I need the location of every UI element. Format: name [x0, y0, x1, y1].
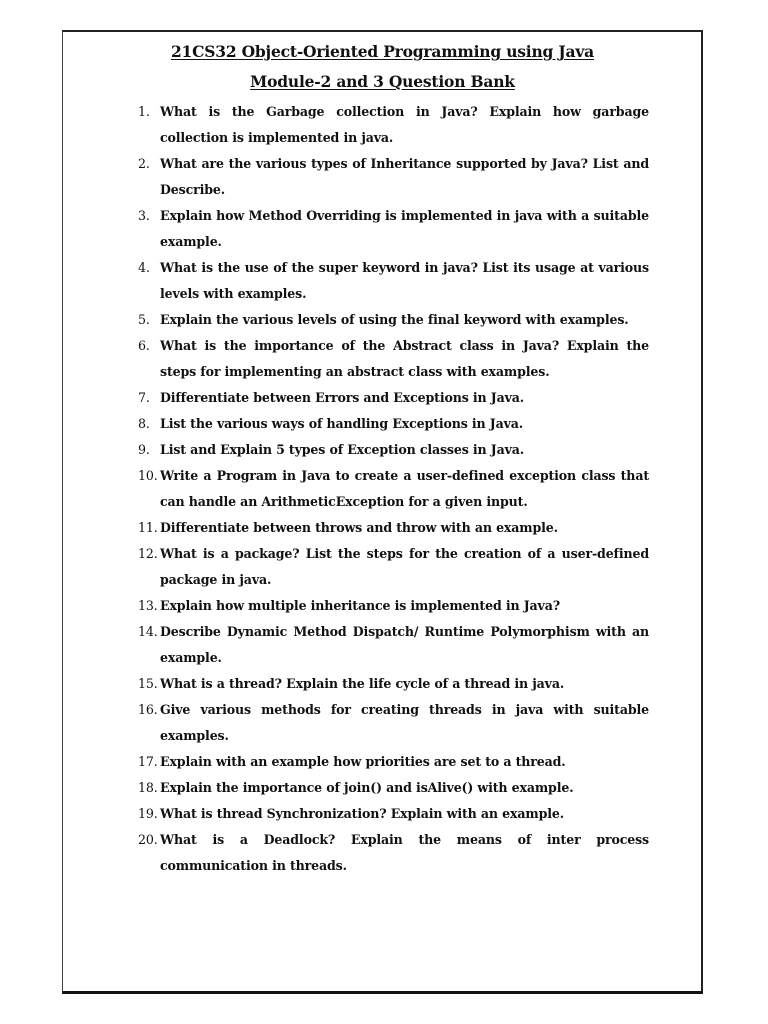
- question-text: What is a package? List the steps for the creation of a user-defined package in java.: [160, 546, 649, 587]
- question-text: Write a Program in Java to create a user-defined exception class that can handle an ArithmeticException for a given input.: [160, 468, 649, 509]
- question-item: [132, 255, 649, 307]
- question-text: List the various ways of handling Exceptions in Java.: [160, 416, 524, 431]
- question-item: [132, 697, 649, 749]
- question-item: [132, 99, 649, 151]
- question-text: List and Explain 5 types of Exception classes in Java.: [160, 442, 525, 457]
- question-number: 1.: [138, 104, 150, 119]
- question-number: 17.: [138, 754, 158, 769]
- question-text: Give various methods for creating threads in java with suitable examples.: [160, 702, 649, 743]
- question-number: 2.: [138, 156, 150, 171]
- question-number: 3.: [138, 208, 150, 223]
- question-text: Differentiate between Errors and Exceptions in Java.: [160, 390, 524, 405]
- question-number: 6.: [138, 338, 150, 353]
- question-text: Explain with an example how priorities are set to a thread.: [160, 754, 566, 769]
- question-item: [132, 541, 649, 593]
- question-text: What is thread Synchronization? Explain with an example.: [160, 806, 564, 821]
- question-item: [132, 203, 649, 255]
- question-item: [132, 619, 649, 671]
- question-item: [132, 385, 649, 411]
- question-text: What is a Deadlock? Explain the means of inter process communication in threads.: [160, 832, 649, 873]
- question-number: 5.: [138, 312, 150, 327]
- question-text: Explain how multiple inheritance is implemented in Java?: [160, 598, 560, 613]
- question-item: [132, 775, 649, 801]
- question-item: [132, 749, 649, 775]
- question-item: [132, 333, 649, 385]
- question-number: 13.: [138, 598, 158, 613]
- question-number: 14.: [138, 624, 158, 639]
- question-item: [132, 671, 649, 697]
- document-subtitle: Module-2 and 3 Question Bank: [250, 72, 515, 91]
- question-text: Describe Dynamic Method Dispatch/ Runtime Polymorphism with an example.: [160, 624, 649, 665]
- question-text: What is the importance of the Abstract class in Java? Explain the steps for implementing an abstract class with examples.: [160, 338, 649, 379]
- question-number: 16.: [138, 702, 158, 717]
- question-number: 7.: [138, 390, 150, 405]
- question-number: 8.: [138, 416, 150, 431]
- question-number: 4.: [138, 260, 150, 275]
- question-number: 9.: [138, 442, 150, 457]
- question-number: 15.: [138, 676, 158, 691]
- question-number: 10.: [138, 468, 158, 483]
- question-item: [132, 593, 649, 619]
- question-text: Explain the importance of join() and isAlive() with example.: [160, 780, 574, 795]
- question-text: Explain how Method Overriding is implemented in java with a suitable example.: [160, 208, 649, 249]
- question-item: [132, 801, 649, 827]
- question-item: [132, 437, 649, 463]
- question-number: 11.: [138, 520, 158, 535]
- question-text: What is the use of the super keyword in java? List its usage at various levels with examples.: [160, 260, 649, 301]
- question-text: What are the various types of Inheritance supported by Java? List and Describe.: [160, 156, 649, 197]
- question-item: [132, 515, 649, 541]
- question-text: Differentiate between throws and throw with an example.: [160, 520, 558, 535]
- question-item: [132, 463, 649, 515]
- question-item: [132, 151, 649, 203]
- question-list: [132, 99, 649, 879]
- question-number: 19.: [138, 806, 158, 821]
- question-text: What is the Garbage collection in Java? Explain how garbage collection is implemented in java.: [160, 104, 649, 145]
- document-title: 21CS32 Object-Oriented Programming using Java: [170, 42, 595, 61]
- question-item: [132, 307, 649, 333]
- question-text: What is a thread? Explain the life cycle of a thread in java.: [160, 676, 565, 691]
- question-number: 18.: [138, 780, 158, 795]
- question-item: [132, 827, 649, 879]
- question-text: Explain the various levels of using the final keyword with examples.: [160, 312, 629, 327]
- question-item: [132, 411, 649, 437]
- question-number: 12.: [138, 546, 158, 561]
- question-number: 20.: [138, 832, 158, 847]
